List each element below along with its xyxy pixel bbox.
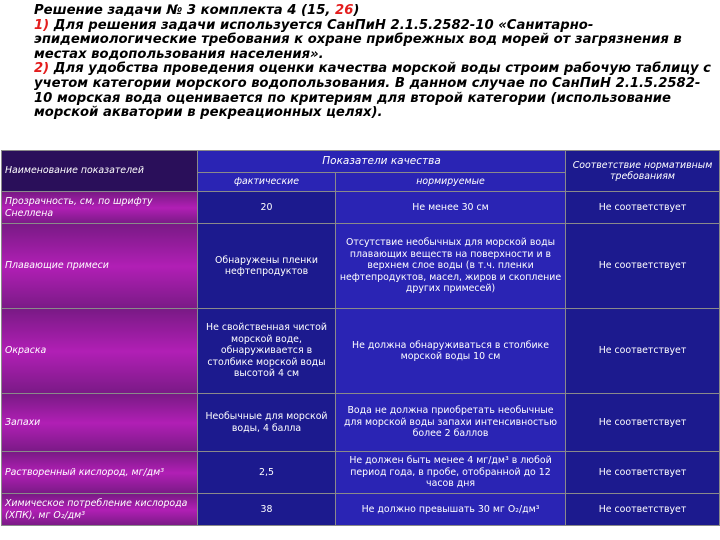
row-name: Химическое потребление кислорода (ХПК), мг О₂/дм³	[2, 494, 198, 526]
row-result: Не соответствует	[566, 452, 720, 494]
table-row	[2, 394, 720, 452]
row-result: Не соответствует	[566, 192, 720, 224]
row-result: Не соответствует	[566, 309, 720, 394]
paragraph-1	[6, 19, 714, 63]
row-name: Запахи	[2, 394, 198, 452]
paragraph-2-number: 2)	[34, 61, 50, 77]
row-normative: Не должно превышать 30 мг О₂/дм³	[336, 494, 566, 526]
paragraph-1-text: Для решения задачи используется СанПиН 2.1.5.2582-10 «Санитарно-эпидемиологические требования к охране прибрежных вод морей от загрязнения в местах водопользования населения».	[34, 17, 682, 62]
row-name: Прозрачность, см, по шрифту Снеллена	[2, 192, 198, 224]
table-row	[2, 309, 720, 394]
task-title-suffix: )	[353, 3, 360, 18]
row-result: Не соответствует	[566, 494, 720, 526]
row-actual: 38	[198, 494, 336, 526]
row-name: Растворенный кислород, мг/дм³	[2, 452, 198, 494]
row-actual: Обнаружены пленки нефтепродуктов	[198, 224, 336, 309]
row-result: Не соответствует	[566, 394, 720, 452]
header-indicator-name: Наименование показателей	[2, 151, 198, 192]
header-normative: нормируемые	[336, 173, 566, 192]
paragraph-1-number: 1)	[34, 17, 50, 33]
row-actual: 20	[198, 192, 336, 224]
row-normative: Не должна обнаруживаться в столбике морской воды 10 см	[336, 309, 566, 394]
header-quality: Показатели качества	[198, 151, 566, 173]
task-title-number: 26	[335, 3, 354, 18]
row-result: Не соответствует	[566, 224, 720, 309]
table-row	[2, 192, 720, 224]
row-normative: Отсутствие необычных для морской воды плавающих веществ на поверхности и в верхнем слое воды (в т.ч. пленки нефтепродуктов, масел, жиров и скопление других примесей)	[336, 224, 566, 309]
table-row	[2, 452, 720, 494]
row-actual: Необычные для морской воды, 4 балла	[198, 394, 336, 452]
header-actual: фактические	[198, 173, 336, 192]
task-title	[6, 4, 714, 19]
header-compliance: Соответствие нормативным требованиям	[566, 151, 720, 192]
row-normative: Вода не должна приобретать необычные для морской воды запахи интенсивностью более 2 баллов	[336, 394, 566, 452]
task-title-text: Решение задачи № 3 комплекта 4 (15,	[34, 3, 336, 18]
quality-table	[1, 150, 720, 526]
row-actual: Не свойственная чистой морской воде, обнаруживается в столбике морской воды высотой 4 см	[198, 309, 336, 394]
table-row	[2, 494, 720, 526]
row-actual: 2,5	[198, 452, 336, 494]
paragraph-2	[6, 62, 714, 120]
intro-text	[6, 4, 714, 121]
row-normative: Не должен быть менее 4 мг/дм³ в любой период года, в пробе, отобранной до 12 часов дня	[336, 452, 566, 494]
row-normative: Не менее 30 см	[336, 192, 566, 224]
row-name: Плавающие примеси	[2, 224, 198, 309]
table-row	[2, 224, 720, 309]
row-name: Окраска	[2, 309, 198, 394]
paragraph-2-text: Для удобства проведения оценки качества морской воды строим рабочую таблицу с учетом категории морского водопользования. В данном случае по СанПиН 2.1.5.2582-10 морская вода оценивается по критериям для второй категории (использование морской акватории в рекреационных целях).	[34, 61, 711, 121]
